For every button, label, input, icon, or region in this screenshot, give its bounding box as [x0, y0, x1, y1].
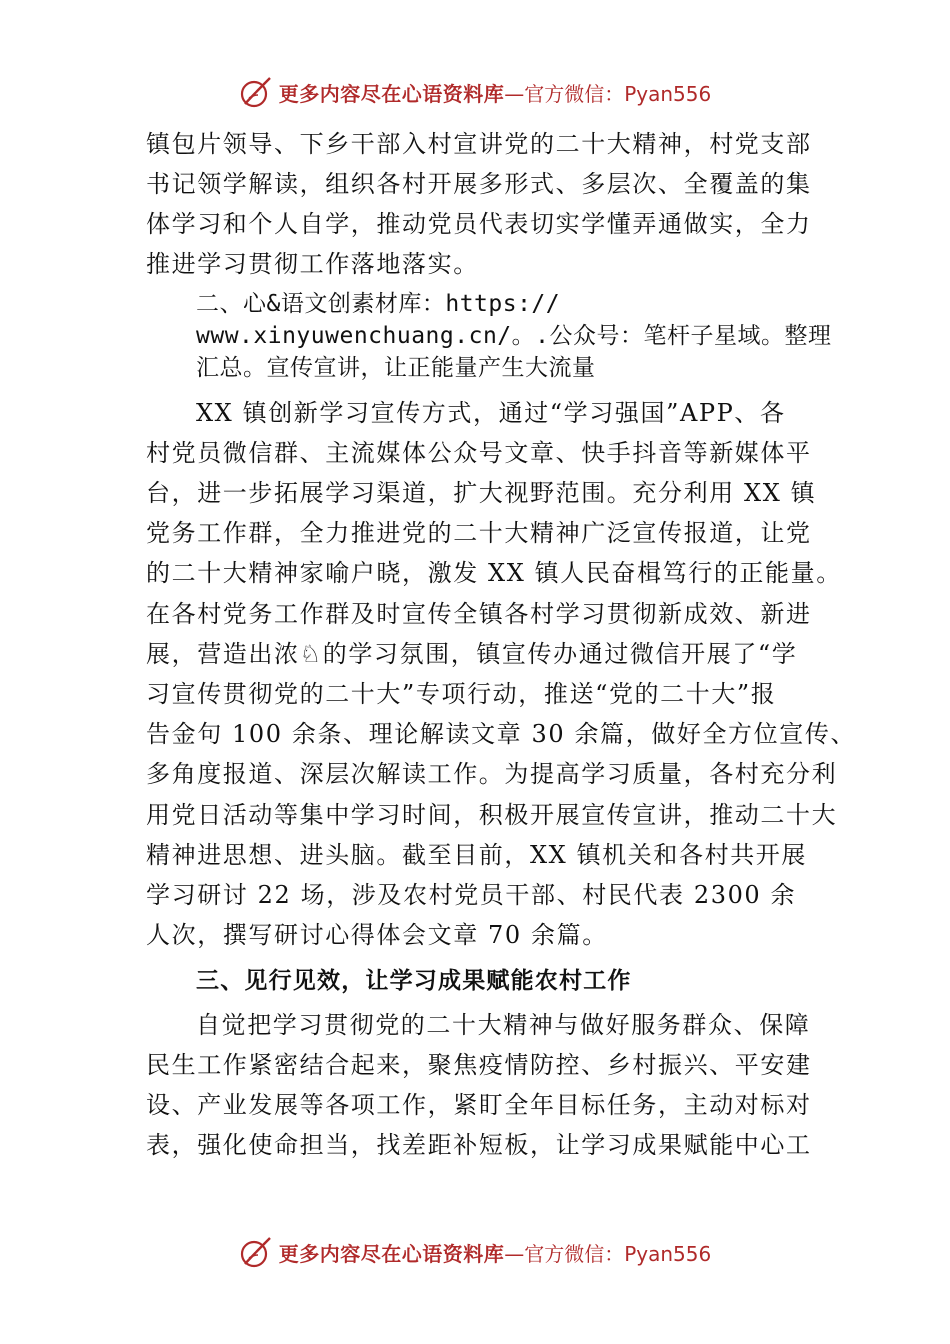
text-line: 镇包片领导、下乡干部入村宣讲党的二十大精神，村党支部	[146, 130, 812, 158]
text-line: 自觉把学习贯彻党的二十大精神与做好服务群众、保障	[196, 1011, 811, 1039]
text-line: 精神进思想、进头脑。截至目前，XX 镇机关和各村共开展	[146, 841, 807, 869]
text-line: XX 镇创新学习宣传方式，通过“学习强国”APP、各	[196, 399, 786, 427]
text-line: 党务工作群，全力推进党的二十大精神广泛宣传报道，让党	[146, 519, 812, 547]
text-line: 多角度报道、深层次解读工作。为提高学习质量，各村充分利	[146, 760, 838, 788]
text-line: 习宣传贯彻党的二十大”专项行动，推送“党的二十大”报	[146, 680, 777, 708]
quill-logo-icon	[239, 75, 273, 109]
footer-banner	[0, 1232, 950, 1272]
section-heading-2: 二、心&语文创素材库：https://	[196, 291, 561, 317]
text-line: 展，营造出浓♘的学习氛围，镇宣传办通过微信开展了“学	[146, 640, 798, 668]
text-line: 村党员微信群、主流媒体公众号文章、快手抖音等新媒体平	[146, 439, 812, 467]
text-line: 表，强化使命担当，找差距补短板，让学习成果赋能中心工	[146, 1131, 812, 1159]
text-line: 民生工作紧密结合起来，聚焦疫情防控、乡村振兴、平安建	[146, 1051, 812, 1079]
text-line: 书记领学解读，组织各村开展多形式、多层次、全覆盖的集	[146, 170, 812, 198]
text-line: 台，进一步拓展学习渠道，扩大视野范围。充分利用 XX 镇	[146, 479, 817, 507]
text-line: 告金句 100 余条、理论解读文章 30 余篇，做好全方位宣传、	[146, 720, 857, 748]
header-banner	[0, 72, 950, 112]
section-heading-3: 三、见行见效，让学习成果赋能农村工作	[196, 968, 632, 994]
text-line: 用党日活动等集中学习时间，积极开展宣传宣讲，推动二十大	[146, 801, 838, 829]
section-heading-2-cont: 汇总。宣传宣讲，让正能量产生大流量	[196, 355, 596, 381]
text-line: 推进学习贯彻工作落地落实。	[146, 250, 479, 278]
banner-main-text: 更多内容尽在心语资料库	[278, 1241, 505, 1266]
banner-main-text: 更多内容尽在心语资料库	[278, 81, 505, 106]
text-line: 设、产业发展等各项工作，紧盯全年目标任务，主动对标对	[146, 1091, 812, 1119]
text-line: 体学习和个人自学，推动党员代表切实学懂弄通做实，全力	[146, 210, 812, 238]
text-line: 在各村党务工作群及时宣传全镇各村学习贯彻新成效、新进	[146, 600, 812, 628]
banner-wechat-text: —官方微信：Pyan556	[504, 81, 712, 106]
quill-logo-icon	[239, 1235, 273, 1269]
section-heading-2-cont: www.xinyuwenchuang.cn/。.公众号：笔杆子星域。整理	[196, 323, 832, 349]
text-line: 的二十大精神家喻户晓，激发 XX 镇人民奋楫笃行的正能量。	[146, 559, 842, 587]
text-line: 人次，撰写研讨心得体会文章 70 余篇。	[146, 921, 608, 949]
banner-wechat-text: —官方微信：Pyan556	[504, 1241, 712, 1266]
text-line: 学习研讨 22 场，涉及农村党员干部、村民代表 2300 余	[146, 881, 797, 909]
